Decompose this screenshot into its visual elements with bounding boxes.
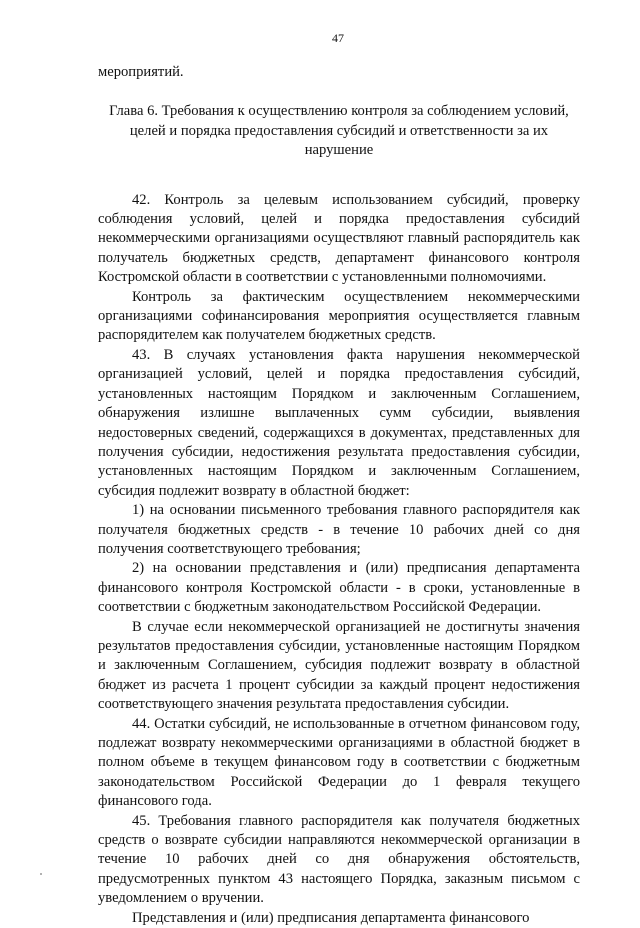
document-body <box>98 63 580 928</box>
paragraph-43-item-2: 2) на основании представления и (или) предписания департамента финансового контроля Костромской области - в сроки, установленные в соответствии с бюджетным законодательством Российской Федерации. <box>98 560 580 616</box>
paragraph-45: 45. Требования главного распорядителя как получателя бюджетных средств о возврате субсидии направляются некоммерческой организации в течение 10 рабочих дней со дня обнаружения обстоятельств, предусмотренных пунктом 43 настоящего Порядка, заказным письмом с уведомлением о вручении. <box>98 812 580 907</box>
paragraph-43-item-1: 1) на основании письменного требования главного распорядителя как получателя бюджетных средств - в течение 10 рабочих дней со дня получения соответствующего требования; <box>98 502 580 557</box>
paragraph-43: 43. В случаях установления факта нарушения некоммерческой организацией условий, целей и порядка предоставления субсидий, установленных настоящим Порядком и заключенным Соглашением, обнаружения излишне выплаченных сумм субсидии, выявления недостоверных сведений, содержащихся в документах, представленных для получения субсидии, недостижения результата предоставления субсидии, установленных настоящим Порядком и заключенным Соглашением, субсидия подлежит возврату в областной бюджет: <box>98 346 580 499</box>
scan-artifact-dot <box>40 873 42 875</box>
carry-over-text: мероприятий. <box>98 64 184 80</box>
paragraph-result-not-achieved: В случае если некоммерческой организацией не достигнуты значения результатов предоставления субсидии, установленные настоящим Порядком и заключенным Соглашением, субсидия подлежит возврату в областной бюджет из расчета 1 процент субсидии за каждый процент недостижения соответствующего значения результата предоставления субсидии. <box>98 618 580 713</box>
paragraph-42: 42. Контроль за целевым использованием субсидий, проверку соблюдения условий, целей и порядка предоставления субсидий некоммерческими организациями осуществляют главный распорядитель как получатель бюджетных средств, департамент финансового контроля Костромской области в соответствии с установленными полномочиями. <box>98 191 580 286</box>
paragraph-representations: Представления и (или) предписания департамента финансового <box>132 909 530 926</box>
page-number: 47 <box>332 31 344 45</box>
paragraph-control-cofinancing: Контроль за фактическим осуществлением некоммерческими организациями софинансирования мероприятия осуществляется главным распорядителем как получателем бюджетных средств. <box>98 288 580 344</box>
chapter-title: Глава 6. Требования к осуществлению контроля за соблюдением условий, целей и порядка предоставления субсидий и ответственности за их нарушение <box>109 103 569 159</box>
paragraph-44: 44. Остатки субсидий, не использованные в отчетном финансовом году, подлежат возврату некоммерческими организациями в областной бюджет в полном объеме в текущем финансовом году в соответствии с бюджетным законодательством Российской Федерации до 1 февраля текущего финансового года. <box>98 715 580 810</box>
